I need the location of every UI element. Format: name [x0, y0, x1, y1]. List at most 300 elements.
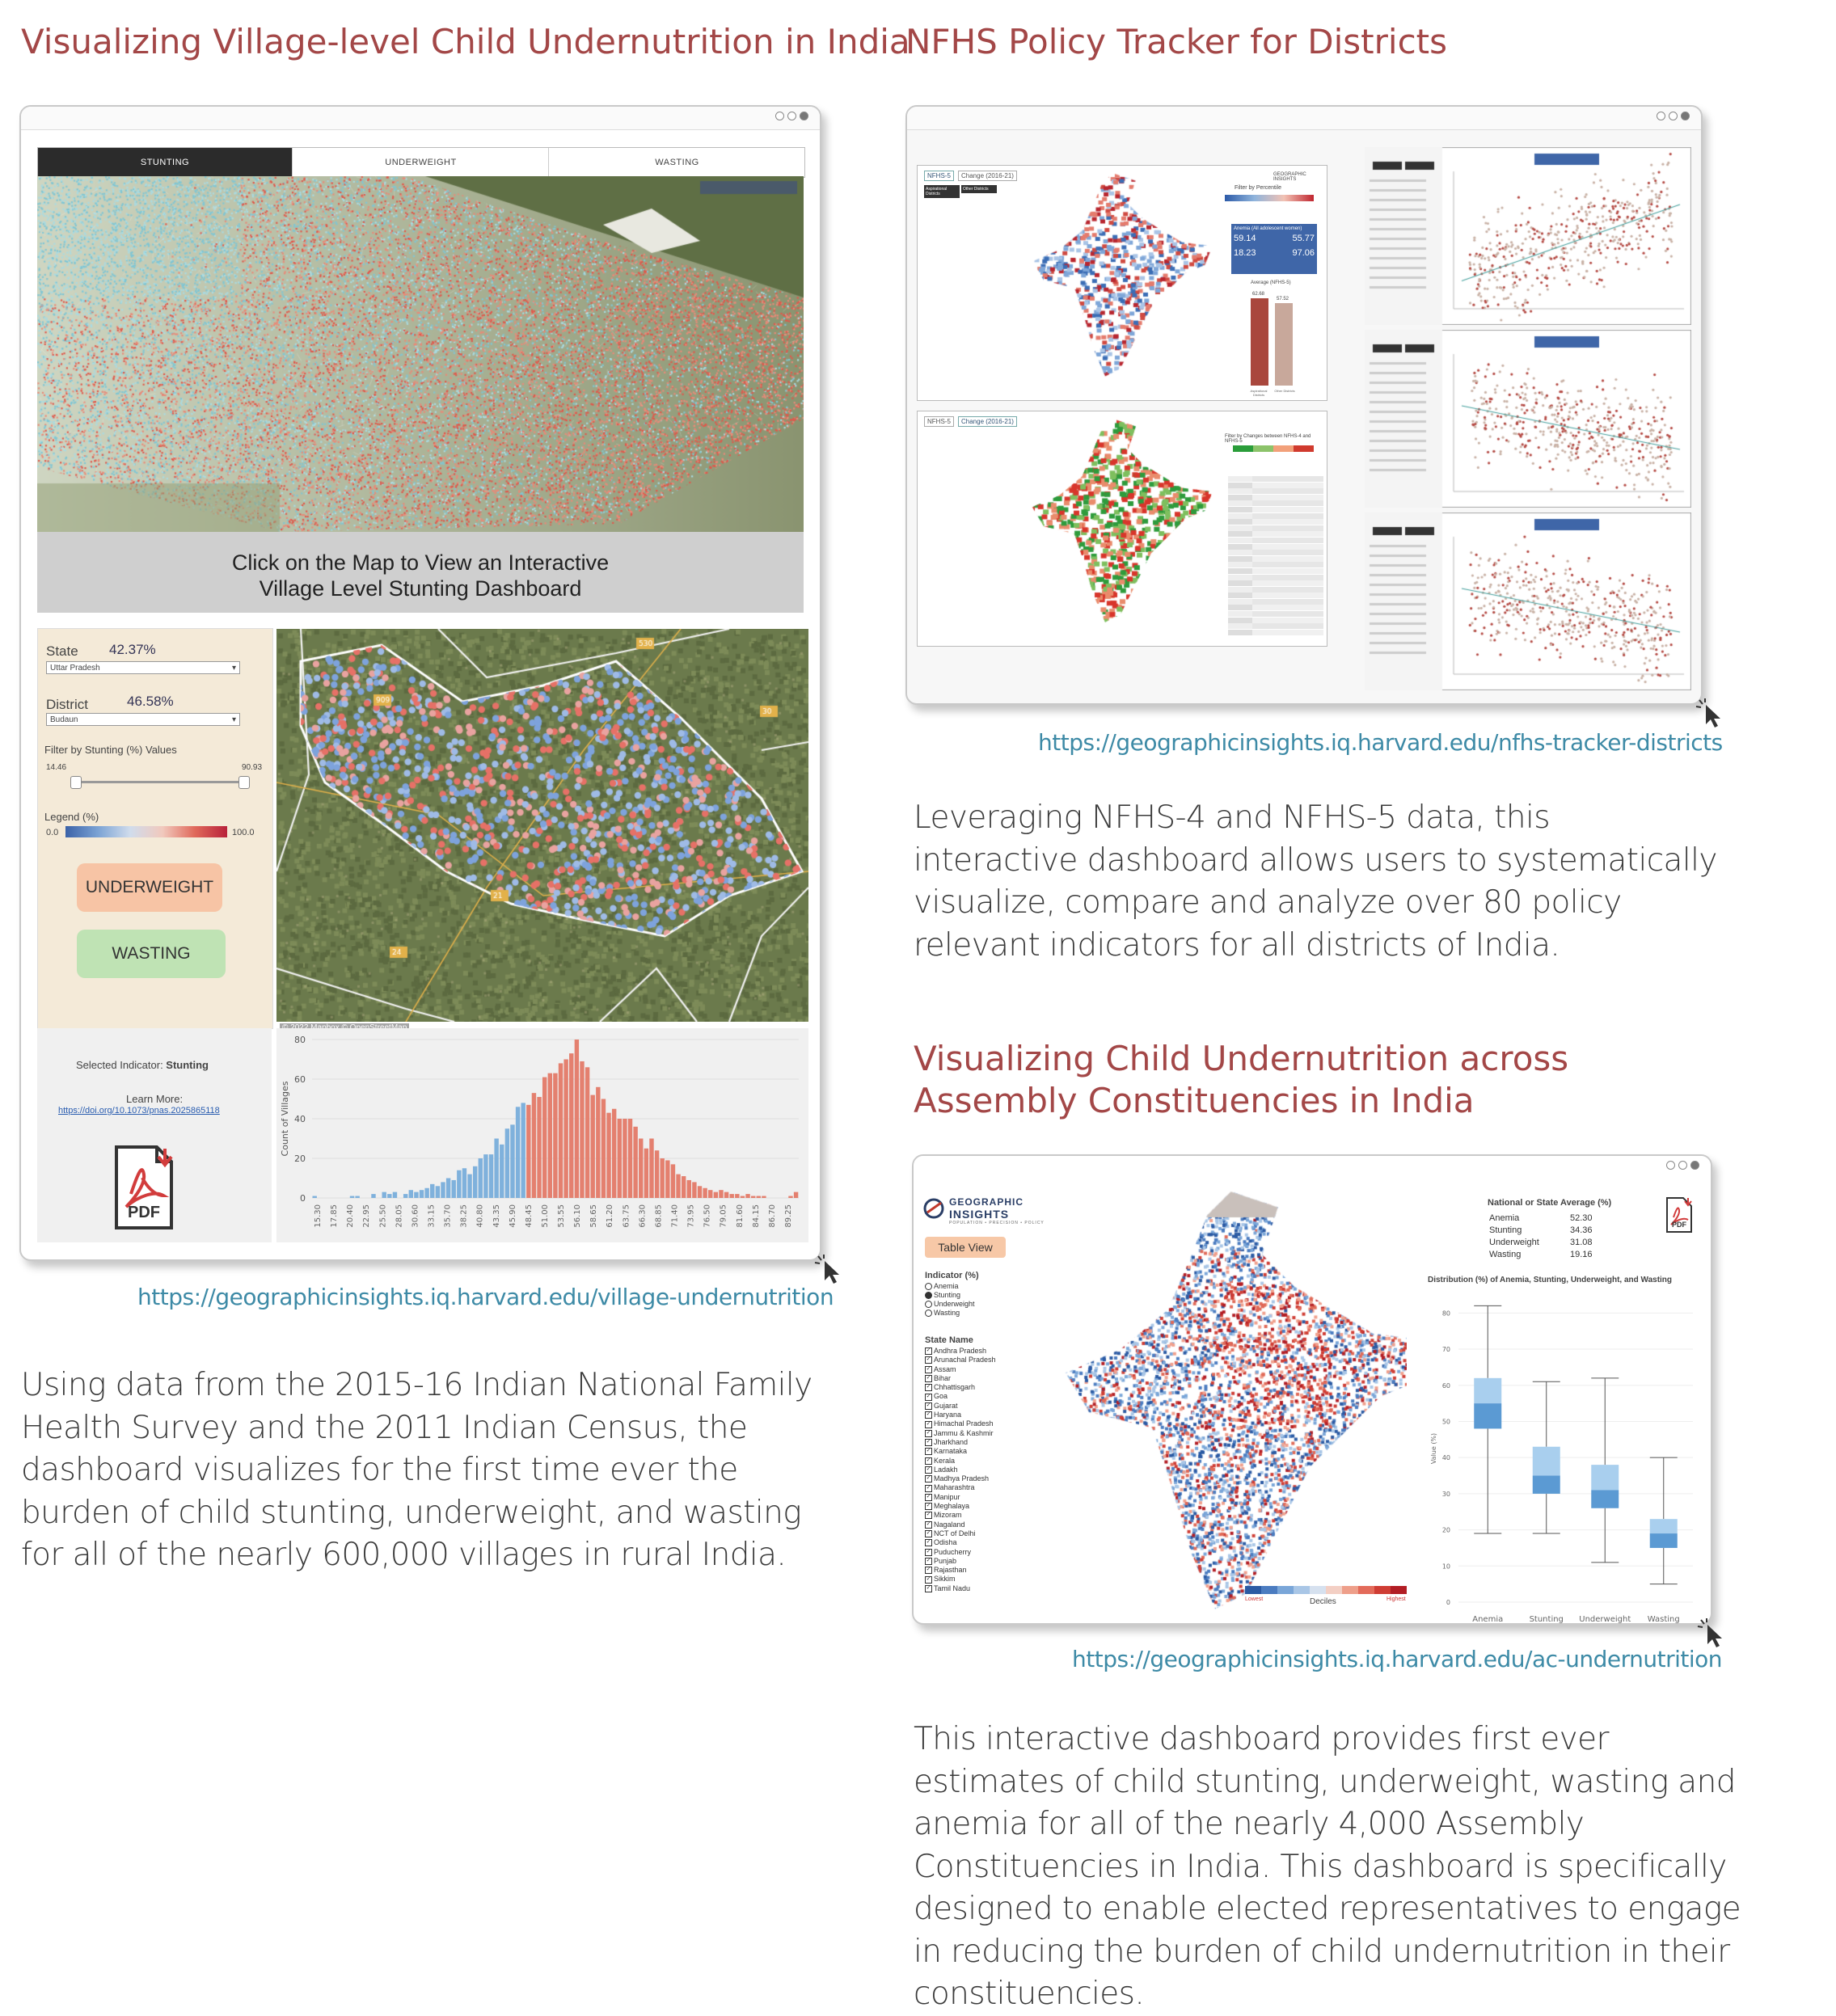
x-category-label: Wasting — [1647, 1615, 1680, 1624]
table-row — [1228, 575, 1323, 580]
legend-deciles: Deciles — [1310, 1597, 1336, 1606]
state-checkbox[interactable] — [925, 1383, 1038, 1392]
checkbox-icon: ✓ — [926, 1429, 931, 1436]
y-tick-label: 20 — [294, 1154, 306, 1164]
underweight-button[interactable]: UNDERWEIGHT — [77, 863, 222, 912]
tab-stunting[interactable]: STUNTING — [38, 148, 292, 177]
filter-max: 90.93 — [242, 763, 263, 772]
state-checkbox-label: Manipur — [934, 1492, 960, 1501]
village-dashboard-frame — [19, 105, 821, 1261]
checkbox-icon: ✓ — [926, 1439, 931, 1445]
logo-text — [949, 1196, 1045, 1225]
logo-line1: GEOGRAPHIC — [949, 1196, 1024, 1208]
histogram-bar — [623, 1119, 627, 1198]
histogram-bar — [526, 1105, 530, 1198]
table-row — [1228, 599, 1323, 605]
filter-slider-track[interactable] — [75, 781, 243, 783]
state-checkbox[interactable] — [925, 1429, 1038, 1438]
ac-title-line2: Assembly Constituencies in India — [914, 1081, 1475, 1120]
histogram-bar — [661, 1158, 665, 1198]
histogram-bar — [585, 1067, 589, 1198]
indicator-radio[interactable] — [925, 1300, 1022, 1309]
indicator-radio-label: Wasting — [934, 1309, 960, 1317]
tab-underweight[interactable]: UNDERWEIGHT — [292, 148, 549, 177]
legend-color-ramp — [65, 826, 227, 837]
bar-value: 62.68 — [1252, 292, 1265, 297]
checkbox-icon: ✓ — [926, 1348, 931, 1354]
checkbox-icon: ✓ — [926, 1575, 931, 1582]
x-tick-label: 84.15 — [751, 1204, 761, 1228]
district-label: District — [46, 697, 88, 712]
histogram-bar — [355, 1196, 359, 1198]
bar-other — [1275, 303, 1293, 386]
table-row — [1228, 618, 1323, 623]
state-checkbox[interactable] — [925, 1502, 1038, 1511]
filter-slider-handle-max[interactable] — [238, 776, 250, 789]
histogram-bar — [473, 1166, 477, 1198]
table-row — [1228, 556, 1323, 562]
filter-slider-handle-min[interactable] — [70, 776, 82, 789]
y-tick-label: 30 — [1441, 1490, 1450, 1498]
scatter-panel-1[interactable] — [1365, 147, 1691, 325]
ac-pdf-icon[interactable] — [1665, 1196, 1693, 1234]
histogram-bar — [393, 1192, 397, 1198]
legend-highest: Highest — [1386, 1596, 1406, 1602]
y-tick-label: 20 — [1441, 1526, 1450, 1534]
click-cursor-icon — [1695, 697, 1727, 729]
table-row — [1228, 513, 1323, 519]
checkbox-icon: ✓ — [926, 1548, 931, 1554]
radio-icon — [925, 1292, 932, 1299]
bar-value: 57.52 — [1277, 297, 1289, 302]
histogram-bar — [559, 1063, 563, 1198]
x-tick-label: 15.30 — [314, 1204, 323, 1228]
histogram-bar — [682, 1176, 686, 1198]
histogram-bar — [510, 1124, 514, 1198]
logo-line2: INSIGHTS — [949, 1208, 1010, 1221]
histogram-bar — [671, 1164, 675, 1198]
table-row — [1228, 630, 1323, 635]
histogram-bar — [757, 1196, 761, 1198]
histogram-bar — [762, 1196, 766, 1198]
state-checkbox[interactable] — [925, 1511, 1038, 1520]
state-checkbox-label: Assam — [934, 1364, 956, 1373]
state-checkbox-label: Maharashtra — [934, 1483, 975, 1492]
map-overlay-text: Click on the Map to View an Interactive Village Level Stunting Dashboard — [231, 550, 610, 601]
histogram-bar — [698, 1186, 702, 1198]
village-section-title: Visualizing Village-level Child Undernutrition in India — [21, 22, 910, 61]
state-checkbox[interactable] — [925, 1538, 1038, 1547]
nfhs-percentile-map[interactable] — [1020, 173, 1214, 391]
histogram-bar — [483, 1154, 487, 1198]
ac-pdf-label: PDF — [1672, 1221, 1686, 1229]
state-checkbox[interactable] — [925, 1356, 1038, 1364]
table-row — [1228, 495, 1323, 500]
histogram-bar — [563, 1060, 568, 1199]
checkbox-icon: ✓ — [926, 1584, 931, 1591]
district-select-value: Budaun — [50, 715, 78, 724]
histogram-bar — [457, 1170, 461, 1198]
state-checkbox-label: Punjab — [934, 1556, 957, 1565]
y-tick-label: 60 — [294, 1074, 306, 1085]
histogram-bar — [313, 1196, 317, 1198]
histogram-bar — [382, 1192, 386, 1198]
checkbox-icon: ✓ — [926, 1365, 931, 1372]
ac-description: This interactive dashboard provides first ever estimates of child stunting, underweight, wasting and anemia for all of the nearly 4,000 Assembly Constituencies in India. This dashboard is specifically designed to enable elected representatives to engage in reducing the burden of child undernutrition in their constituencies. — [914, 1721, 1741, 2012]
other-districts-button[interactable]: Other Districts — [961, 185, 997, 193]
checkbox-icon: ✓ — [926, 1493, 931, 1499]
histogram-bar — [467, 1175, 471, 1198]
tab-wasting[interactable]: WASTING — [548, 148, 805, 177]
histogram-bar — [724, 1192, 728, 1198]
y-tick-label: 50 — [1441, 1418, 1450, 1426]
chevron-down-icon: ▾ — [231, 664, 236, 673]
indicator-radio[interactable] — [925, 1309, 1022, 1318]
state-checkbox-label: Andhra Pradesh — [934, 1347, 987, 1355]
table-row — [1228, 483, 1323, 488]
histogram-bar — [575, 1040, 579, 1198]
y-tick-label: 0 — [1446, 1599, 1450, 1606]
x-tick-label: 22.95 — [362, 1204, 372, 1228]
ac-dashboard-link[interactable]: https://geographicinsights.iq.harvard.edu/ac-undernutrition — [1072, 1646, 1723, 1672]
histogram-bar — [741, 1196, 745, 1198]
average-label: Underweight — [1489, 1238, 1539, 1247]
state-checkbox[interactable] — [925, 1566, 1038, 1575]
average-row — [1489, 1213, 1610, 1225]
nfhs-section-title: NFHS Policy Tracker for Districts — [905, 22, 1448, 61]
x-tick-label: 76.50 — [703, 1204, 712, 1228]
table-row — [1228, 500, 1323, 506]
histogram-bar — [676, 1175, 680, 1198]
village-dashboard-link[interactable]: https://geographicinsights.iq.harvard.edu/village-undernutrition — [137, 1284, 834, 1310]
ac-india-map[interactable] — [1051, 1185, 1407, 1613]
x-tick-label: 79.05 — [719, 1204, 728, 1228]
y-tick-label: 0 — [300, 1193, 306, 1204]
x-category-label: Anemia — [1472, 1615, 1504, 1624]
nfhs-dashboard-link[interactable]: https://geographicinsights.iq.harvard.edu/nfhs-tracker-districts — [1038, 729, 1723, 756]
table-row — [1228, 488, 1323, 494]
state-checkbox-label: Mizoram — [934, 1511, 962, 1520]
table-row — [1228, 611, 1323, 617]
checkbox-icon: ✓ — [926, 1448, 931, 1454]
legend-label: Legend (%) — [44, 811, 99, 823]
state-checkbox[interactable] — [925, 1392, 1038, 1401]
histogram-bar — [665, 1160, 669, 1198]
state-checkbox-label: NCT of Delhi — [934, 1529, 976, 1537]
bar-aspirational — [1251, 298, 1268, 386]
change-chip[interactable]: Change (2016-21) — [958, 416, 1017, 427]
state-checkbox[interactable] — [925, 1419, 1038, 1428]
x-tick-label: 53.55 — [557, 1204, 567, 1228]
histogram-bar — [591, 1095, 595, 1198]
indicator-tabs — [37, 147, 805, 178]
nfhs-change-map[interactable] — [1020, 419, 1214, 637]
change-chip[interactable]: Change (2016-21) — [958, 171, 1017, 181]
state-checkbox-label: Kerala — [934, 1456, 956, 1465]
nfhs-chip[interactable]: NFHS-5 — [924, 171, 954, 181]
average-row — [1489, 1237, 1610, 1249]
state-checkbox[interactable] — [925, 1457, 1038, 1466]
table-row — [1228, 550, 1323, 555]
box-lower — [1591, 1490, 1619, 1508]
state-checkbox-label: Rajasthan — [934, 1566, 967, 1575]
state-checkbox[interactable] — [925, 1438, 1038, 1447]
table-row — [1228, 580, 1323, 586]
ac-section-title — [914, 1038, 1568, 1122]
filter-panel — [37, 628, 273, 1029]
legend-lowest: Lowest — [1245, 1596, 1264, 1602]
histogram-bar — [628, 1119, 632, 1198]
selected-indicator: Selected Indicator: Stunting — [76, 1059, 209, 1071]
scatter-panel-2[interactable] — [1365, 330, 1691, 508]
histogram-bar — [687, 1180, 691, 1198]
x-tick-label: 58.65 — [589, 1204, 599, 1228]
checkbox-icon: ✓ — [926, 1567, 931, 1573]
checkbox-icon: ✓ — [926, 1375, 931, 1381]
decile-legend — [1245, 1586, 1407, 1594]
box-lower — [1650, 1533, 1678, 1548]
box-upper — [1533, 1447, 1560, 1476]
window-dot-icon — [1690, 1161, 1699, 1170]
change-legend — [1233, 445, 1314, 452]
state-checkbox[interactable] — [925, 1575, 1038, 1584]
x-tick-label: 20.40 — [346, 1204, 356, 1228]
filter-label: Filter by Stunting (%) Values — [44, 744, 177, 756]
average-row — [1489, 1249, 1610, 1261]
window-dot-icon — [775, 112, 784, 120]
x-tick-label: 89.25 — [783, 1204, 793, 1228]
histogram-bar — [655, 1150, 659, 1198]
boxplot-title: Distribution (%) of Anemia, Stunting, Underweight, and Wasting — [1428, 1276, 1673, 1284]
histogram-bar — [548, 1073, 552, 1198]
checkbox-icon: ✓ — [926, 1420, 931, 1427]
histogram-bar — [649, 1139, 653, 1199]
histogram-bar — [644, 1149, 648, 1198]
map-click-overlay[interactable] — [37, 532, 804, 613]
histogram-bar — [387, 1194, 391, 1198]
bar-chart-title: Average (NFHS-5) — [1251, 280, 1291, 285]
histogram-bar — [569, 1053, 573, 1198]
histogram-bar — [612, 1109, 616, 1198]
state-checkbox-label: Odisha — [934, 1538, 957, 1547]
stat-value: 55.77 — [1292, 234, 1315, 243]
state-checkbox-label: Tamil Nadu — [934, 1584, 971, 1592]
y-axis-label: Count of Villages — [280, 1081, 290, 1157]
state-checkbox[interactable] — [925, 1584, 1038, 1593]
state-select[interactable] — [46, 661, 240, 674]
y-tick-label: 10 — [1441, 1563, 1450, 1571]
state-checkbox[interactable] — [925, 1411, 1038, 1419]
histogram-bar — [446, 1179, 450, 1199]
indicator-radio-label: Stunting — [934, 1291, 961, 1299]
village-stunting-map[interactable] — [37, 176, 804, 532]
state-checkbox[interactable] — [925, 1557, 1038, 1566]
state-value: 42.37% — [109, 642, 156, 657]
ac-dashboard-frame — [912, 1154, 1712, 1625]
state-checkbox-label: Jammu & Kashmir — [934, 1428, 994, 1437]
stat-value: 59.14 — [1234, 234, 1256, 243]
average-value: 52.30 — [1570, 1213, 1593, 1223]
state-checkbox-label: Karnataka — [934, 1447, 968, 1456]
histogram-bar — [500, 1145, 504, 1198]
histogram-bar — [735, 1194, 739, 1198]
change-table — [1228, 476, 1323, 638]
state-checkbox[interactable] — [925, 1474, 1038, 1483]
x-tick-label: 56.10 — [573, 1204, 583, 1228]
histogram-bar — [633, 1127, 637, 1198]
state-checkbox-list — [925, 1347, 1038, 1612]
histogram-bar — [489, 1154, 493, 1198]
x-category-label: Underweight — [1579, 1615, 1631, 1624]
state-checkbox-label: Madhya Pradesh — [934, 1474, 990, 1483]
window-dot-icon — [800, 112, 808, 120]
table-row — [1228, 476, 1323, 482]
state-name-label: State Name — [925, 1335, 973, 1345]
nfhs-description: Leveraging NFHS-4 and NFHS-5 data, this interactive dashboard allows users to systematically visualize, compare and analyze over 80 policy relevant indicators for all districts of India. — [914, 799, 1717, 964]
wasting-button[interactable]: WASTING — [77, 930, 226, 978]
histogram-bar — [521, 1103, 525, 1198]
table-row — [1228, 538, 1323, 543]
district-select[interactable] — [46, 713, 240, 726]
indicator-radio-label: Anemia — [934, 1282, 959, 1290]
average-label: Stunting — [1489, 1225, 1522, 1235]
change-legend-title: Filter by Changes between NFHS-4 and NFHS-5 — [1225, 434, 1311, 444]
radio-icon — [925, 1301, 932, 1308]
nfhs-chip[interactable]: NFHS-5 — [924, 416, 954, 427]
average-row — [1489, 1225, 1610, 1237]
doi-link[interactable]: https://doi.org/10.1073/pnas.2025865118 — [58, 1106, 220, 1116]
average-value: 19.16 — [1570, 1250, 1593, 1259]
y-tick-label: 60 — [1441, 1381, 1450, 1390]
checkbox-icon: ✓ — [926, 1402, 931, 1408]
table-row — [1228, 587, 1323, 593]
stat-box — [1231, 224, 1317, 274]
histogram-bar — [553, 1073, 557, 1198]
state-checkbox[interactable] — [925, 1548, 1038, 1557]
state-select-value: Uttar Pradesh — [50, 664, 100, 673]
y-tick-label: 40 — [294, 1114, 306, 1124]
table-row — [1228, 531, 1323, 537]
state-checkbox[interactable] — [925, 1483, 1038, 1492]
histogram-bar — [542, 1078, 547, 1198]
histogram-bar — [371, 1194, 375, 1198]
histogram-bar — [730, 1194, 734, 1198]
box-lower — [1474, 1403, 1501, 1428]
average-label: Anemia — [1489, 1213, 1520, 1223]
nfhs-logo: GEOGRAPHIC INSIGHTS — [1273, 172, 1306, 182]
average-value: 34.36 — [1570, 1225, 1593, 1235]
y-tick-label: 40 — [1441, 1454, 1450, 1462]
indicator-label: Indicator (%) — [925, 1271, 979, 1280]
state-checkbox[interactable] — [925, 1347, 1038, 1356]
state-checkbox[interactable] — [925, 1374, 1038, 1383]
state-checkbox[interactable] — [925, 1402, 1038, 1411]
scatter-panel-3[interactable] — [1365, 512, 1691, 690]
x-tick-label: 33.15 — [427, 1204, 437, 1228]
info-panel — [37, 1028, 272, 1242]
table-row — [1228, 593, 1323, 598]
state-checkbox[interactable] — [925, 1529, 1038, 1538]
box-lower — [1533, 1476, 1560, 1494]
aspirational-button[interactable]: Aspirational Districts — [924, 185, 960, 198]
geographic-insights-logo-icon — [923, 1198, 946, 1221]
checkbox-icon: ✓ — [926, 1484, 931, 1491]
window-dot-icon — [787, 112, 796, 120]
histogram-bar — [452, 1180, 456, 1198]
state-checkbox-label: Sikkim — [934, 1575, 956, 1584]
y-tick-label: 70 — [1441, 1346, 1450, 1354]
histogram-bar — [350, 1196, 354, 1198]
pdf-icon[interactable] — [115, 1145, 176, 1229]
table-view-button[interactable]: Table View — [925, 1237, 1006, 1258]
window-title-bar — [907, 107, 1701, 130]
histogram-bar — [580, 1061, 584, 1198]
x-tick-label: 51.00 — [540, 1204, 550, 1228]
histogram-bar — [494, 1139, 498, 1199]
averages-title: National or State Average (%) — [1488, 1198, 1612, 1208]
box-upper — [1591, 1465, 1619, 1490]
state-checkbox[interactable] — [925, 1365, 1038, 1374]
histogram-bar — [788, 1196, 792, 1198]
state-checkbox-label: Chhattisgarh — [934, 1383, 976, 1392]
checkbox-icon: ✓ — [926, 1466, 931, 1472]
checkbox-icon: ✓ — [926, 1384, 931, 1390]
state-checkbox[interactable] — [925, 1493, 1038, 1502]
x-tick-label: 43.35 — [492, 1204, 501, 1228]
state-checkbox[interactable] — [925, 1466, 1038, 1474]
checkbox-icon: ✓ — [926, 1411, 931, 1418]
click-cursor-icon — [813, 1253, 846, 1285]
x-tick-label: 61.20 — [606, 1204, 615, 1228]
x-tick-label: 73.95 — [686, 1204, 696, 1228]
distribution-boxplot — [1426, 1285, 1701, 1625]
histogram-bar — [751, 1196, 755, 1198]
y-tick-label: 80 — [294, 1035, 306, 1045]
percentile-legend — [1225, 195, 1314, 201]
x-tick-label: 66.30 — [638, 1204, 648, 1228]
table-row — [1228, 544, 1323, 550]
stunting-histogram — [276, 1028, 808, 1242]
histogram-bar — [794, 1192, 798, 1198]
state-checkbox-label: Himachal Pradesh — [934, 1419, 994, 1428]
x-tick-label: 48.45 — [524, 1204, 534, 1228]
indicator-radio[interactable] — [925, 1282, 1022, 1291]
histogram-bar — [532, 1093, 536, 1198]
state-checkbox-label: Jharkhand — [934, 1437, 969, 1446]
box-upper — [1650, 1519, 1678, 1533]
checkbox-icon: ✓ — [926, 1393, 931, 1399]
histogram-bar — [714, 1192, 718, 1198]
table-row — [1228, 519, 1323, 525]
district-village-map[interactable] — [276, 629, 808, 1022]
histogram-bar — [719, 1190, 723, 1198]
window-dot-icon — [1681, 112, 1690, 120]
window-title-bar — [21, 107, 820, 130]
averages-table — [1489, 1213, 1610, 1261]
window-dot-icon — [1678, 1161, 1687, 1170]
histogram-bar — [424, 1188, 428, 1198]
x-category-label: Stunting — [1529, 1615, 1564, 1624]
histogram-bar — [462, 1168, 466, 1198]
x-tick-label: 86.70 — [767, 1204, 777, 1228]
state-checkbox[interactable] — [925, 1447, 1038, 1456]
average-label: Wasting — [1489, 1250, 1522, 1259]
checkbox-icon: ✓ — [926, 1475, 931, 1482]
radio-icon — [925, 1310, 932, 1317]
state-checkbox[interactable] — [925, 1520, 1038, 1529]
indicator-radio[interactable] — [925, 1291, 1022, 1300]
histogram-bar — [601, 1099, 606, 1199]
